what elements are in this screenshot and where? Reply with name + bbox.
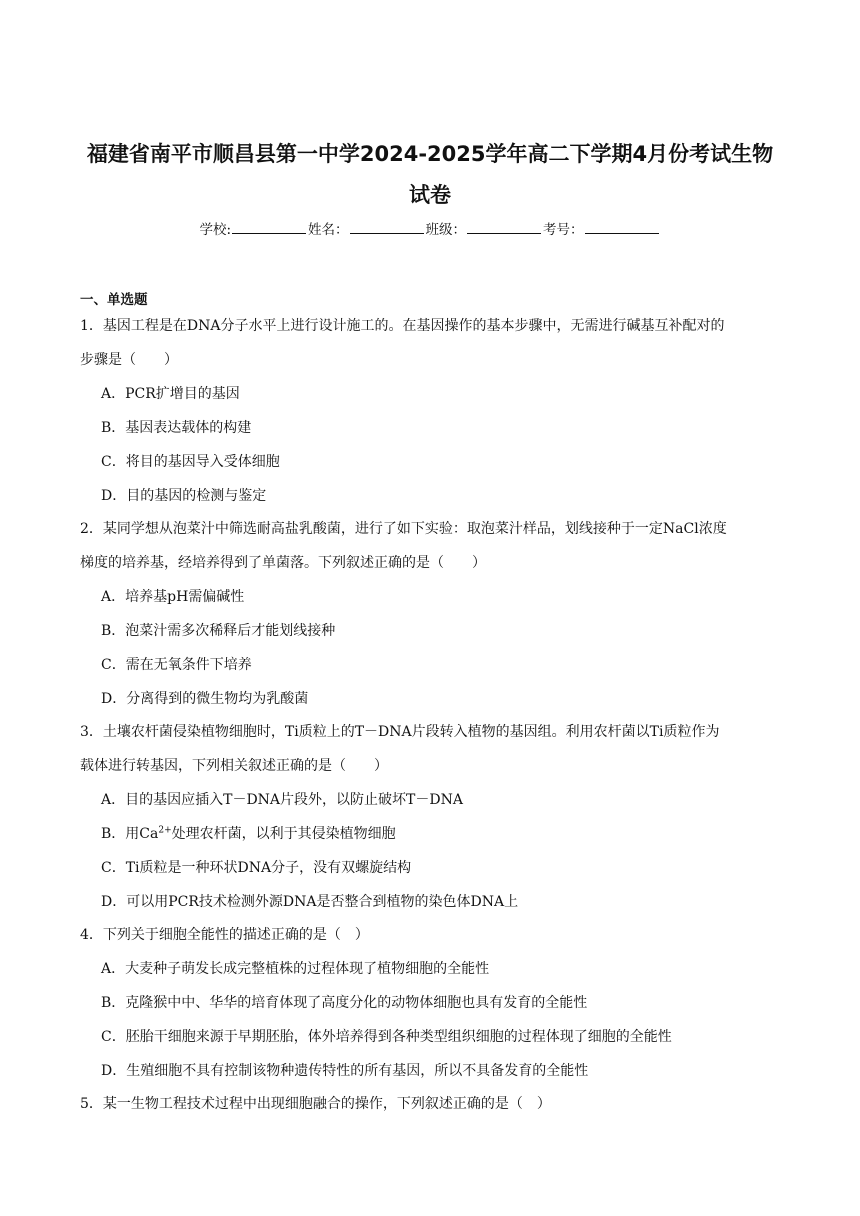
name-blank [350, 221, 424, 234]
question-1-option-a: A．PCR扩增目的基因 [101, 386, 240, 402]
exam-number-blank [585, 221, 659, 234]
question-4-option-c: C．胚胎干细胞来源于早期胚胎，体外培养得到各种类型组织细胞的过程体现了细胞的全能性 [101, 1029, 672, 1045]
student-info-row [0, 218, 860, 238]
question-1-option-d: D．目的基因的检测与鉴定 [101, 488, 267, 504]
question-3-option-b [101, 823, 396, 843]
question-3-option-a: A．目的基因应插入T－DNA片段外，以防止破坏T－DNA [101, 792, 463, 808]
calcium-ion-charge: 2+ [158, 825, 172, 836]
question-2-option-c: C．需在无氧条件下培养 [101, 657, 252, 673]
question-1-option-b: B．基因表达载体的构建 [101, 420, 252, 436]
class-blank [467, 221, 541, 234]
exam-title-line1: 福建省南平市顺昌县第一中学2024-2025学年高二下学期4月份考试生物 [86, 142, 774, 166]
question-4-option-d: D．生殖细胞不具有控制该物种遗传特性的所有基因，所以不具备发育的全能性 [101, 1063, 589, 1079]
question-3-stem-line1: 3．土壤农杆菌侵染植物细胞时，Ti质粒上的T－DNA片段转入植物的基因组。利用农杆菌以Ti质粒作为 [80, 724, 720, 740]
class-label: 班级： [425, 222, 467, 238]
question-2-option-a: A．培养基pH需偏碱性 [101, 589, 245, 605]
question-4-stem-line1: 4．下列关于细胞全能性的描述正确的是（ ） [80, 927, 369, 943]
question-3-option-b-prefix: B．用Ca [101, 826, 159, 842]
question-2-option-d: D．分离得到的微生物均为乳酸菌 [101, 691, 309, 707]
name-label: 姓名： [308, 222, 349, 238]
question-4-option-a: A．大麦种子萌发长成完整植株的过程体现了植物细胞的全能性 [101, 961, 490, 977]
question-3-option-b-rest: 处理农杆菌，以利于其侵染植物细胞 [171, 826, 396, 842]
question-5-stem-line1: 5．某一生物工程技术过程中出现细胞融合的操作，下列叙述正确的是（ ） [80, 1096, 551, 1112]
question-2-stem-line1: 2．某同学想从泡菜汁中筛选耐高盐乳酸菌，进行了如下实验：取泡菜汁样品，划线接种于一定NaCl浓度 [80, 521, 727, 537]
question-3-option-c: C．Ti质粒是一种环状DNA分子，没有双螺旋结构 [101, 860, 412, 876]
question-1-stem-line1: 1．基因工程是在DNA分子水平上进行设计施工的。在基因操作的基本步骤中，无需进行碱基互补配对的 [80, 318, 725, 334]
question-1-option-c: C．将目的基因导入受体细胞 [101, 454, 280, 470]
question-3-option-d: D．可以用PCR技术检测外源DNA是否整合到植物的染色体DNA上 [101, 894, 519, 910]
school-blank [232, 221, 306, 234]
exam-number-label: 考号： [543, 222, 584, 238]
question-4-option-b: B．克隆猴中中、华华的培育体现了高度分化的动物体细胞也具有发育的全能性 [101, 995, 588, 1011]
school-label: 学校: [199, 222, 232, 238]
question-2-option-b: B．泡菜汁需多次稀释后才能划线接种 [101, 623, 336, 639]
question-3-stem-line2: 载体进行转基因，下列相关叙述正确的是（ ） [80, 758, 388, 774]
question-2-stem-line2: 梯度的培养基，经培养得到了单菌落。下列叙述正确的是（ ） [80, 555, 486, 571]
question-1-stem-line2: 步骤是（ ） [80, 352, 178, 368]
section-heading: 一、单选题 [80, 292, 148, 308]
exam-title-line2: 试卷 [409, 183, 451, 207]
